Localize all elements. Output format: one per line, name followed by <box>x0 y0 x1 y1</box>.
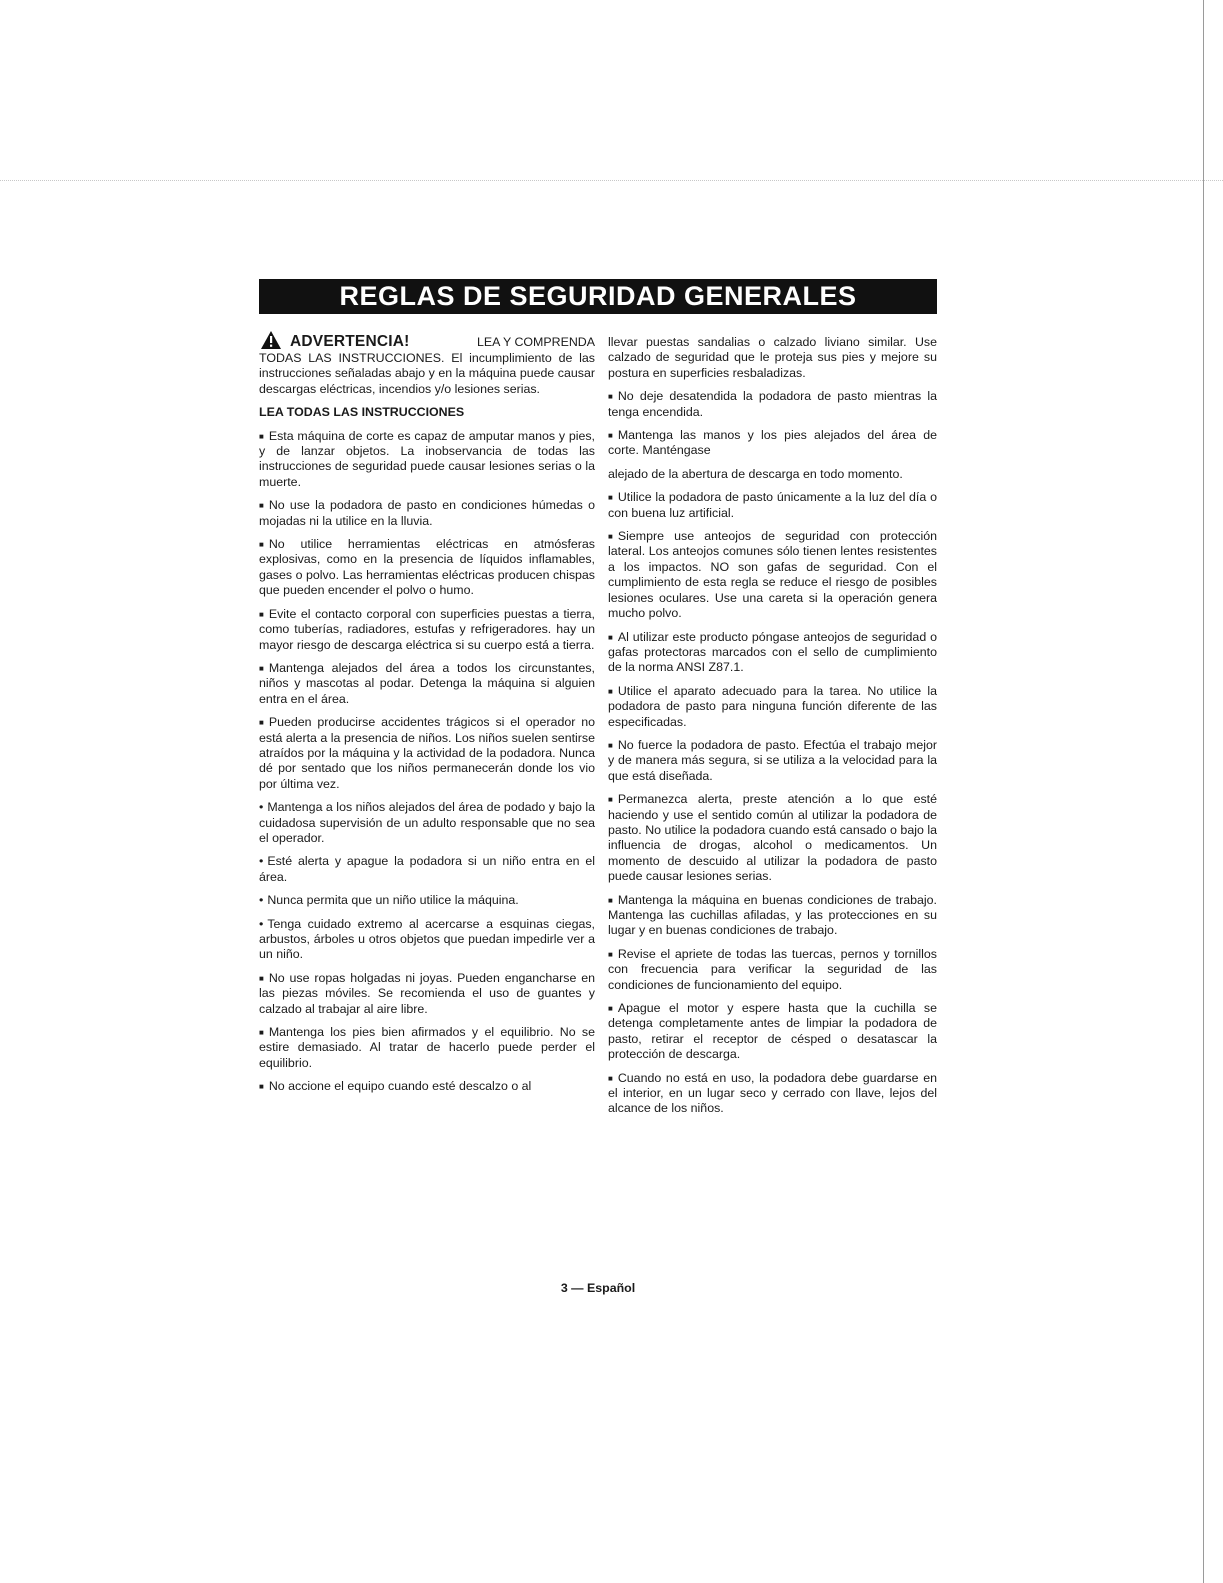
dot-marker: • <box>259 893 264 908</box>
sub-list-item <box>259 917 595 963</box>
list-item <box>259 971 595 1017</box>
list-item <box>608 389 937 420</box>
list-item-text: Evite el contacto corporal con superficies puestas a tierra, como tuberías, radiadores, estufas y refrigeradores. hay un mayor riesgo de descarga eléctrica si su cuerpo está a tierra. <box>259 606 595 652</box>
list-item-text: Nunca permita que un niño utilice la máquina. <box>267 893 519 908</box>
list-item <box>608 947 937 993</box>
list-item <box>608 529 937 621</box>
sub-list-item <box>259 800 595 846</box>
list-item <box>608 893 937 939</box>
bullet-marker: ■ <box>608 686 613 696</box>
list-item <box>259 661 595 707</box>
list-item-text: Mantenga los pies bien afirmados y el equilibrio. No se estire demasiado. Al tratar de hacerlo puede perder el equilibrio. <box>259 1025 595 1070</box>
bullet-marker: ■ <box>259 1082 264 1092</box>
scan-artifact-top-line <box>0 180 1223 181</box>
section-heading: LEA TODAS LAS INSTRUCCIONES <box>259 405 465 420</box>
page-title: REGLAS DE SEGURIDAD GENERALES <box>259 279 937 314</box>
list-item-text: Mantenga alejados del área a todos los circunstantes, niños y mascotas al podar. Detenga la máquina si alguien entra en el área. <box>259 660 595 706</box>
bullet-marker: ■ <box>608 392 613 402</box>
list-item-text: Revise el apriete de todas las tuercas, pernos y tornillos con frecuencia para verificar la seguridad de las condiciones de funcionamiento del equipo. <box>608 946 937 992</box>
list-item-text: alejado de la abertura de descarga en todo momento. <box>608 466 903 481</box>
list-item <box>259 429 595 491</box>
bullet-marker: ■ <box>608 740 613 750</box>
bullet-marker: ■ <box>259 663 264 673</box>
warning-lead: LEA Y COMPRENDA <box>477 335 595 349</box>
list-item-text: Esta máquina de corte es capaz de amputar manos y pies, y de lanzar objetos. La inobservancia de todas las instrucciones de seguridad puede causar lesiones serias o la muerte. <box>259 428 595 489</box>
list-item <box>608 630 937 676</box>
list-item <box>608 1071 937 1117</box>
warning-word: ADVERTENCIA! <box>290 333 410 350</box>
list-item-text: No use la podadora de pasto en condiciones húmedas o mojadas ni la utilice en la lluvia. <box>259 498 595 528</box>
bullet-marker: ■ <box>608 949 613 959</box>
list-item-text: No fuerce la podadora de pasto. Efectúa el trabajo mejor y de manera más segura, si se utiliza a la velocidad para la que está diseñada. <box>608 737 937 783</box>
list-item-text: No accione el equipo cuando esté descalzo o al <box>268 1079 532 1094</box>
list-item-text: Cuando no está en uso, la podadora debe guardarse en el interior, en un lugar seco y cerrado con llave, lejos del alcance de los niños. <box>608 1070 937 1116</box>
list-item-text: llevar puestas sandalias o calzado liviano similar. Use calzado de seguridad que le proteja sus pies y mejore su postura en superficies resbaladizas. <box>608 335 937 380</box>
bullet-marker: ■ <box>608 532 613 542</box>
list-item-text: Utilice la podadora de pasto únicamente a la luz del día o con buena luz artificial. <box>608 490 937 520</box>
bullet-marker: ■ <box>608 431 613 441</box>
bullet-marker: ■ <box>259 718 264 728</box>
list-item <box>259 715 595 792</box>
sub-list-item <box>259 854 595 885</box>
list-item <box>608 490 937 521</box>
list-item-text: No utilice herramientas eléctricas en atmósferas explosivas, como en la presencia de líquidos inflamables, gases o polvo. Las herramientas eléctricas producen chispas que pueden encender el polvo o humo. <box>259 537 595 598</box>
list-item <box>608 738 937 784</box>
bullet-marker: ■ <box>608 895 613 905</box>
warning-header <box>259 330 595 350</box>
list-item <box>608 1001 937 1063</box>
list-item <box>608 684 937 730</box>
page-number-footer: 3 — Español <box>560 1281 636 1295</box>
list-item <box>259 1079 595 1094</box>
dot-marker: • <box>259 800 264 815</box>
bullet-marker: ■ <box>608 632 613 642</box>
bullet-marker: ■ <box>608 493 613 503</box>
list-item-text: Esté alerta y apague la podadora si un niño entra en el área. <box>259 854 595 884</box>
bullet-marker: ■ <box>259 1028 264 1038</box>
list-item-text: Pueden producirse accidentes trágicos si el operador no está alerta a la presencia de niños. Los niños suelen sentirse atraídos por la máquina y la actividad de la podadora. Nunca dé por sentado que los niños permanecerán donde los vio por última vez. <box>259 715 595 791</box>
list-item-text: Al utilizar este producto póngase anteojos de seguridad o gafas protectoras marcados con el sello de cumplimiento de la norma ANSI Z87.1. <box>608 629 937 675</box>
list-item-text: Permanezca alerta, preste atención a lo que esté haciendo y use el sentido común al utilizar la podadora de pasto. No utilice la podadora cuando está cansado o bajo la influencia de drogas, alcohol o medicamentos. Un momento de descuido al utilizar la podadora de pasto puede causar lesiones serias. <box>608 792 937 884</box>
list-item <box>259 537 595 599</box>
dot-marker: • <box>259 916 264 931</box>
dot-marker: • <box>259 854 264 869</box>
list-item <box>259 607 595 653</box>
warning-body: TODAS LAS INSTRUCCIONES. El incumplimiento de las instrucciones señaladas abajo y en la máquina puede causar descargas eléctricas, incendios y/o lesiones serias. <box>259 351 595 396</box>
list-item-text: Mantenga la máquina en buenas condiciones de trabajo. Mantenga las cuchillas afiladas, y las protecciones en su lugar y en buenas condiciones de trabajo. <box>608 892 937 938</box>
list-item <box>259 498 595 529</box>
list-item <box>608 792 937 884</box>
bullet-marker: ■ <box>259 609 264 619</box>
scan-artifact-right-edge <box>1203 0 1204 1583</box>
warning-triangle-icon <box>260 330 282 350</box>
list-item-continuation <box>608 467 937 482</box>
list-item-text: Tenga cuidado extremo al acercarse a esquinas ciegas, arbustos, árboles u otros objetos que puedan impedirle ver a un niño. <box>259 916 595 962</box>
list-item-text: Mantenga las manos y los pies alejados del área de corte. Manténgase <box>608 428 937 458</box>
bullet-marker: ■ <box>259 973 264 983</box>
list-item <box>608 428 937 459</box>
list-item <box>259 1025 595 1071</box>
list-item-text: Apague el motor y espere hasta que la cuchilla se detenga completamente antes de limpiar la podadora de pasto, retirar el receptor de césped o desatascar la protección de descarga. <box>608 1001 937 1062</box>
right-column <box>608 335 937 1125</box>
sub-list-item <box>259 893 595 908</box>
bullet-marker: ■ <box>608 795 613 805</box>
list-item-text: No use ropas holgadas ni joyas. Pueden engancharse en las piezas móviles. Se recomienda el uso de guantes y calzado al trabajar al aire libre. <box>259 970 595 1016</box>
bullet-marker: ■ <box>608 1004 613 1014</box>
bullet-marker: ■ <box>608 1073 613 1083</box>
list-item-text: Mantenga a los niños alejados del área de podado y bajo la cuidadosa supervisión de un adulto responsable que no sea el operador. <box>259 800 595 845</box>
bullet-marker: ■ <box>259 501 264 511</box>
bullet-marker: ■ <box>259 431 264 441</box>
list-item-text: No deje desatendida la podadora de pasto mientras la tenga encendida. <box>608 389 937 419</box>
bullet-marker: ■ <box>259 540 264 550</box>
list-item-text: Utilice el aparato adecuado para la tarea. No utilice la podadora de pasto para ninguna función diferente de las especificadas. <box>608 683 937 729</box>
list-item-continuation <box>608 335 937 381</box>
left-column <box>259 330 595 1103</box>
list-item-text: Siempre use anteojos de seguridad con protección lateral. Los anteojos comunes sólo tienen lentes resistentes a los impactos. NO son gafas de seguridad. Con el cumplimiento de esta regla se reduce el riesgo de posibles lesiones oculares. Use una careta si la operación genera mucho polvo. <box>608 529 937 621</box>
